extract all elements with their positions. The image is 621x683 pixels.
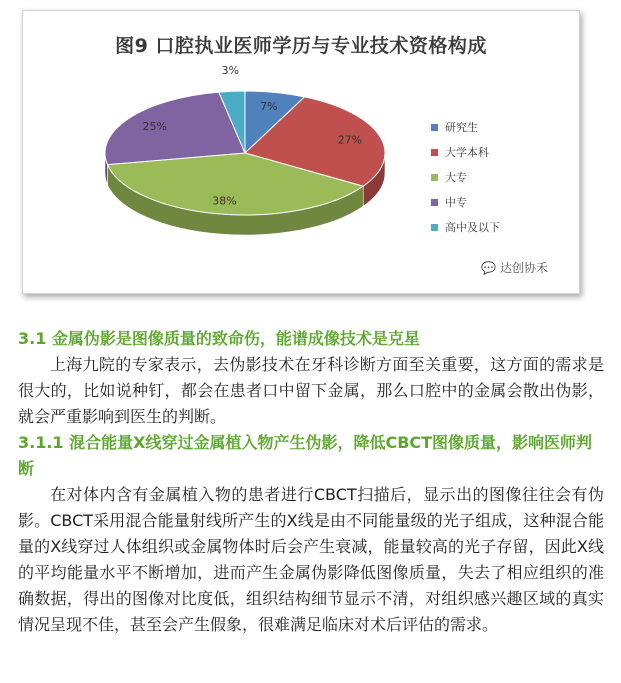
legend-label-中专: 中专: [445, 196, 467, 209]
legend-label-大学本科: 大学本科: [445, 146, 489, 159]
legend-swatch-中专: [431, 199, 438, 206]
data-label-高中及以下: 3%: [221, 63, 239, 77]
legend-label-大专: 大专: [445, 171, 467, 184]
data-label-大专: 38%: [212, 194, 237, 208]
legend-label-高中及以下: 高中及以下: [445, 221, 500, 234]
legend-swatch-研究生: [431, 124, 438, 131]
legend-swatch-大专: [431, 174, 438, 181]
data-label-中专: 25%: [142, 119, 167, 133]
data-label-研究生: 7%: [260, 99, 278, 113]
legend-swatch-高中及以下: [431, 224, 438, 231]
chart-title: 图9 口腔执业医师学历与专业技术资格构成: [115, 35, 487, 57]
pie-chart: [23, 11, 579, 293]
paragraph-2: 在对体内含有金属植入物的患者进行CBCT扫描后，显示出的图像往往会有伪影。CBCT采用混合能量射线所产生的X线是由不同能量级的光子组成，这种混合能量的X线穿过人体组织或金属物体时后会产生衰减，能量较高的光子存留，因此X线的平均能量水平不断增加，进而产生金属伪影降低图像质量，失去了相应组织的准确数据，得出的图像对比度低，组织结构细节显示不清，对组织感兴趣区域的真实情况呈现不佳，甚至会产生假象，很难满足临床对术后评估的需求。: [18, 485, 604, 634]
legend-swatch-大学本科: [431, 149, 438, 156]
watermark: [481, 259, 548, 276]
legend-label-研究生: 研究生: [445, 121, 478, 134]
section-heading-3-1-1: 3.1.1 混合能量X线穿过金属植入物产生伪影，降低CBCT图像质量，影响医师判断: [18, 433, 593, 478]
data-label-大学本科: 27%: [337, 133, 363, 147]
wechat-icon: 💬: [481, 261, 496, 275]
figure-frame: [22, 10, 580, 294]
paragraph-1: 上海九院的专家表示，去伪影技术在牙科诊断方面至关重要，这方面的需求是很大的，比如说种钉，都会在患者口中留下金属，那么口腔中的金属会散出伪影，就会严重影响到医生的判断。: [18, 355, 604, 426]
section-heading-3-1: 3.1 金属伪影是图像质量的致命伤，能谱成像技术是克星: [18, 329, 420, 348]
watermark-text: 达创协禾: [499, 261, 548, 275]
